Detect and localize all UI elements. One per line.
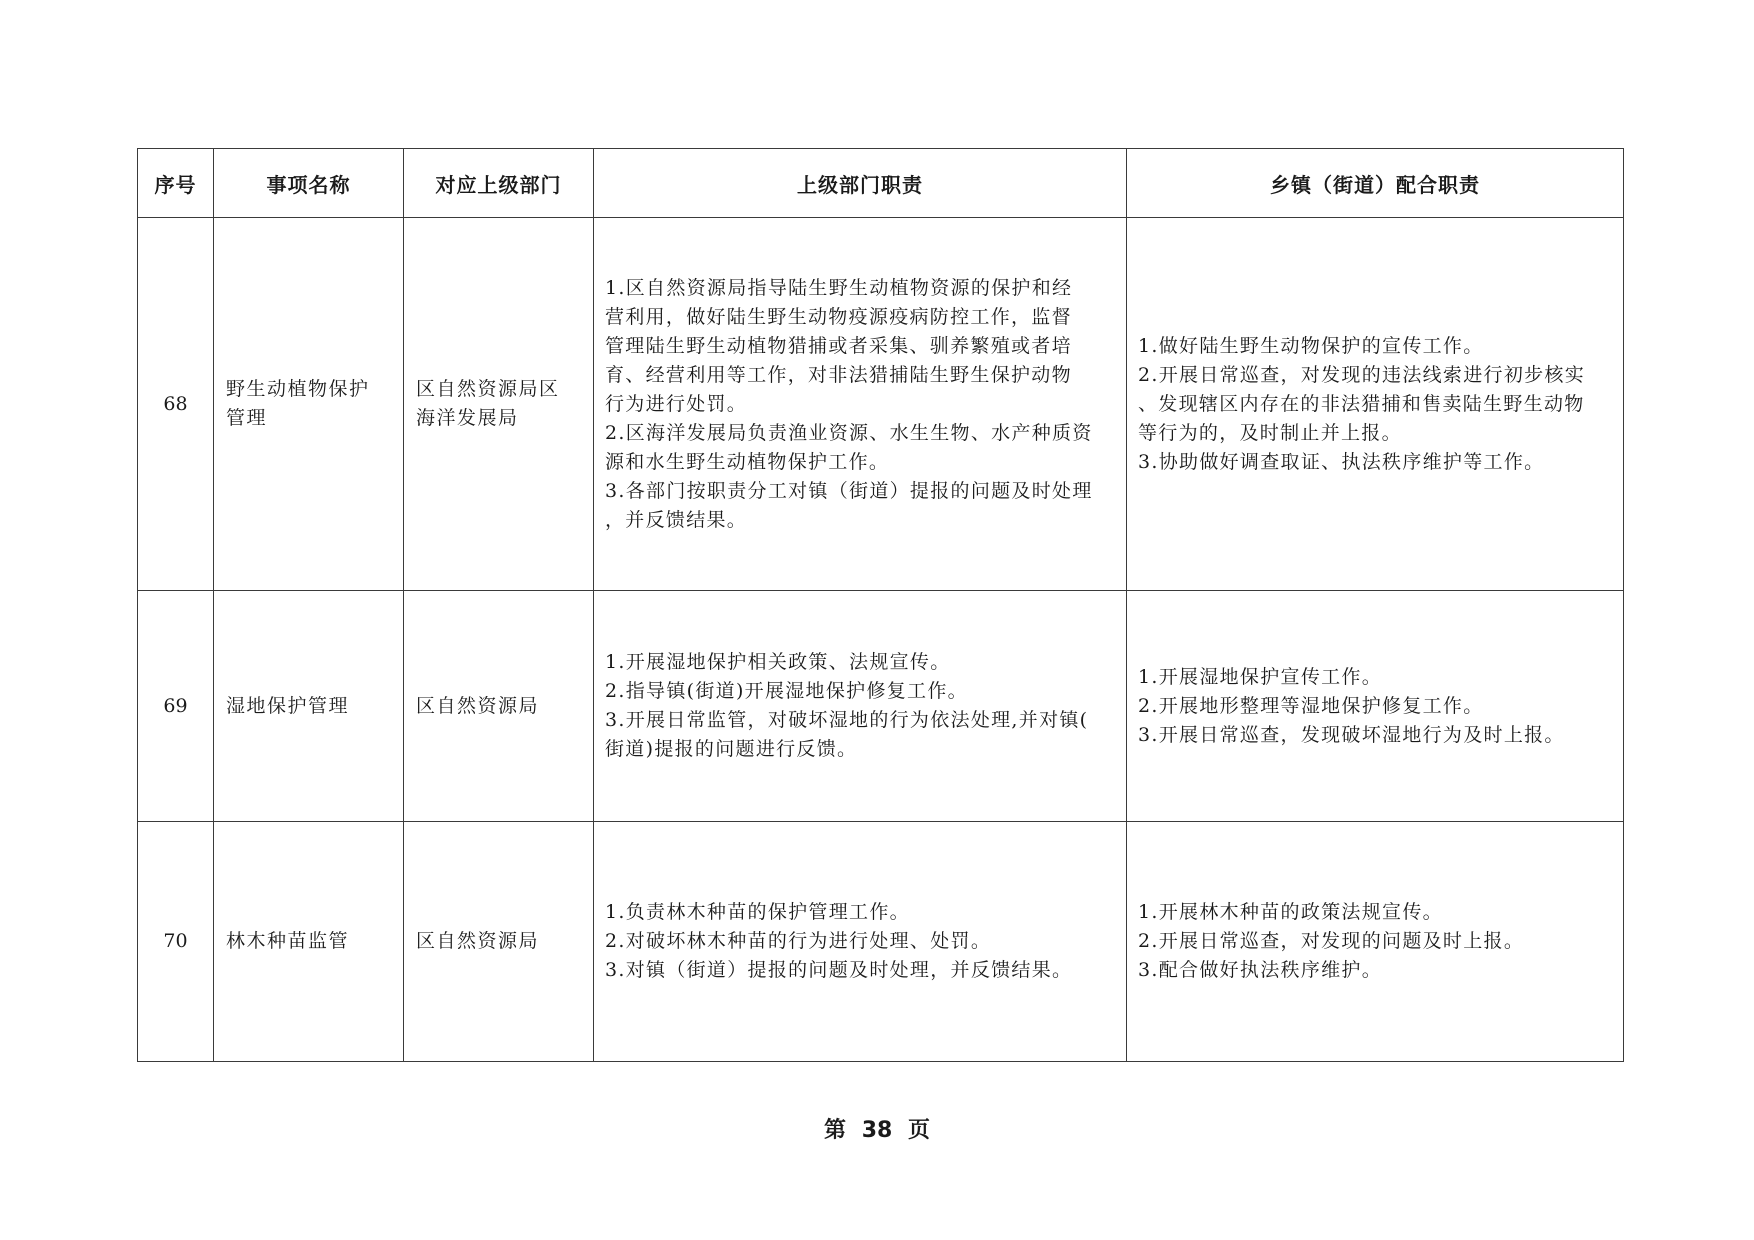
row-upper-duty-line: 2.对破坏林木种苗的行为进行处理、处罚。 xyxy=(605,930,992,952)
page-number-footer: 第 38 页 xyxy=(824,1118,930,1143)
row-serial-number: 69 xyxy=(138,591,214,822)
table-row xyxy=(138,218,1624,591)
row-upper-duty-line: 1.负责林木种苗的保护管理工作。 xyxy=(605,901,910,923)
row-upper-department xyxy=(404,591,594,822)
row-upper-department-line: 区自然资源局 xyxy=(416,694,540,717)
row-town-duties xyxy=(1127,822,1624,1062)
row-serial-number: 68 xyxy=(138,218,214,591)
row-town-duty-line: 3.协助做好调查取证、执法秩序维护等工作。 xyxy=(1138,450,1545,473)
row-town-duties xyxy=(1127,218,1624,591)
row-town-duty-line: 1.开展湿地保护宣传工作。 xyxy=(1138,665,1383,688)
row-item-name-line: 野生动植物保护 xyxy=(226,378,370,400)
row-upper-duty-line: 1.区自然资源局指导陆生野生动植物资源的保护和经 xyxy=(605,276,1073,299)
row-item-name-line: 管理 xyxy=(226,407,268,429)
row-item-name xyxy=(214,218,404,591)
row-upper-duty-line: 街道)提报的问题进行反馈。 xyxy=(605,738,858,760)
row-upper-department xyxy=(404,822,594,1062)
row-item-name-line: 湿地保护管理 xyxy=(226,694,350,717)
row-town-duty-line: 3.配合做好执法秩序维护。 xyxy=(1138,959,1383,981)
row-upper-department-line: 海洋发展局 xyxy=(416,407,519,429)
header-upper-department-duties: 上级部门职责 xyxy=(594,149,1127,218)
row-upper-duty-line: 3.开展日常监管，对破坏湿地的行为依法处理,并对镇( xyxy=(605,709,1089,731)
row-town-duty-line: 、发现辖区内存在的非法猎捕和售卖陆生野生动物 xyxy=(1138,392,1585,415)
row-item-name xyxy=(214,822,404,1062)
row-town-duty-line: 1.开展林木种苗的政策法规宣传。 xyxy=(1138,901,1443,923)
row-upper-duty-line: 源和水生野生动植物保护工作。 xyxy=(605,450,890,473)
header-upper-department: 对应上级部门 xyxy=(404,149,594,218)
row-town-duty-line: 1.做好陆生野生动物保护的宣传工作。 xyxy=(1138,334,1484,357)
row-town-duty-line: 等行为的，及时制止并上报。 xyxy=(1138,421,1402,444)
table-row xyxy=(138,591,1624,822)
header-town-cooperation-duties: 乡镇（街道）配合职责 xyxy=(1127,149,1624,218)
responsibility-table xyxy=(137,148,1624,1062)
row-upper-duty-line: 行为进行处罚。 xyxy=(605,392,748,415)
row-upper-duty-line: ，并反馈结果。 xyxy=(605,508,748,531)
row-town-duties xyxy=(1127,591,1624,822)
row-town-duty-line: 2.开展日常巡查，对发现的问题及时上报。 xyxy=(1138,930,1525,952)
row-item-name-line: 林木种苗监管 xyxy=(226,930,350,952)
row-upper-duty-line: 营利用，做好陆生野生动物疫源疫病防控工作，监督 xyxy=(605,305,1072,328)
row-town-duty-line: 2.开展地形整理等湿地保护修复工作。 xyxy=(1138,694,1484,717)
header-item-name: 事项名称 xyxy=(214,149,404,218)
table-header-row xyxy=(138,149,1624,218)
table-row xyxy=(138,822,1624,1062)
row-serial-number: 70 xyxy=(138,822,214,1062)
row-item-name xyxy=(214,591,404,822)
row-upper-duty-line: 2.指导镇(街道)开展湿地保护修复工作。 xyxy=(605,680,968,702)
row-upper-duty-line: 育、经营利用等工作，对非法猎捕陆生野生保护动物 xyxy=(605,363,1072,386)
row-upper-duty-line: 3.各部门按职责分工对镇（街道）提报的问题及时处理 xyxy=(605,479,1093,502)
row-upper-duty-line: 2.区海洋发展局负责渔业资源、水生生物、水产种质资 xyxy=(605,421,1093,444)
row-upper-duties xyxy=(594,591,1127,822)
header-serial-number: 序号 xyxy=(138,149,214,218)
row-upper-department-line: 区自然资源局 xyxy=(416,930,540,952)
row-upper-duty-line: 管理陆生野生动植物猎捕或者采集、驯养繁殖或者培 xyxy=(605,334,1072,357)
row-upper-duties xyxy=(594,218,1127,591)
row-upper-duty-line: 1.开展湿地保护相关政策、法规宣传。 xyxy=(605,651,951,673)
row-upper-duty-line: 3.对镇（街道）提报的问题及时处理，并反馈结果。 xyxy=(605,959,1073,981)
row-upper-department xyxy=(404,218,594,591)
row-upper-department-line: 区自然资源局区 xyxy=(416,378,560,400)
row-upper-duties xyxy=(594,822,1127,1062)
row-town-duty-line: 2.开展日常巡查，对发现的违法线索进行初步核实 xyxy=(1138,363,1586,386)
row-town-duty-line: 3.开展日常巡查，发现破坏湿地行为及时上报。 xyxy=(1138,723,1565,746)
